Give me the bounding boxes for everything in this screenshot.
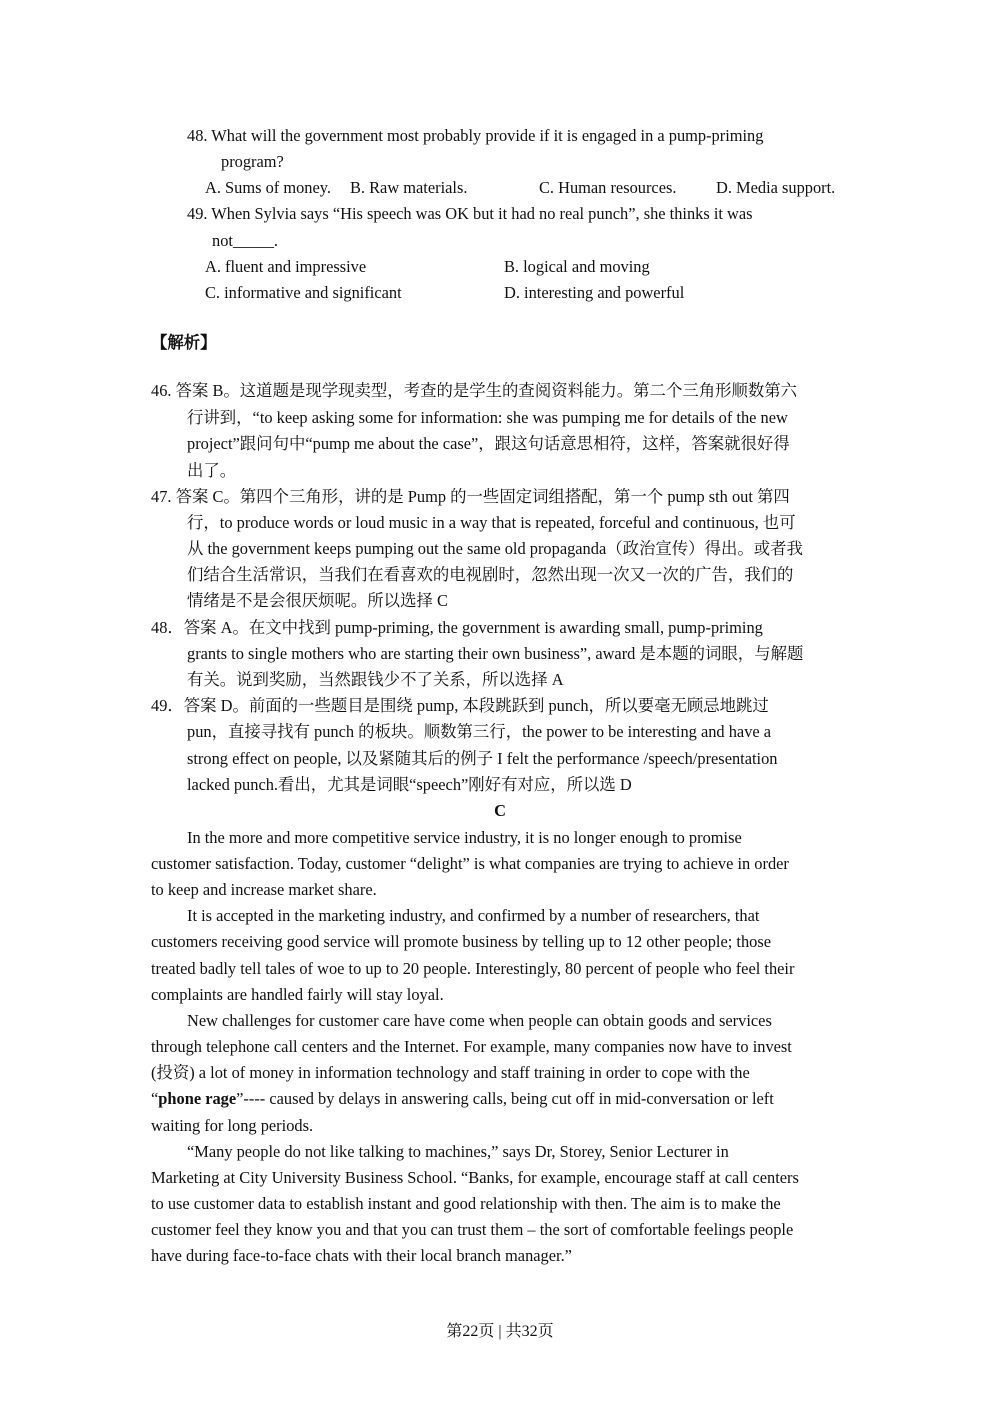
q49-option-a: A. fluent and impressive (205, 257, 367, 276)
passage-p4-line4: customer feel they know you and that you can trust them – the sort of comfortable feelings people (151, 1220, 794, 1239)
passage-p3-line5: waiting for long periods. (151, 1116, 314, 1135)
passage-p4-line5: have during face-to-face chats with their local branch manager.” (151, 1246, 572, 1265)
answer-49-line3: strong effect on people, 以及紧随其后的例子 I felt the performance /speech/presentation (187, 749, 778, 768)
answer-48-line1: 48．答案 A。在文中找到 pump-priming, the government is awarding small, pump-priming (151, 618, 763, 637)
answer-46-line4: 出了。 (187, 461, 237, 480)
answer-46-line2: 行讲到，“to keep asking some for information: she was pumping me for details of the new (187, 408, 788, 427)
q49-option-c: C. informative and significant (205, 283, 402, 302)
answer-47-line3: 从 the government keeps pumping out the same old propaganda（政治宣传）得出。或者我 (187, 539, 803, 558)
passage-p1-line1: In the more and more competitive service industry, it is no longer enough to promise (187, 828, 742, 847)
passage-p2-line4: complaints are handled fairly will stay loyal. (151, 985, 444, 1004)
q48-option-b: B. Raw materials. (350, 178, 468, 197)
passage-p3-quote-open: “ (151, 1089, 159, 1108)
answer-48-line3: 有关。说到奖励，当然跟钱少不了关系，所以选择 A (187, 670, 564, 689)
q48-option-d: D. Media support. (716, 178, 836, 197)
answer-49-line4: lacked punch.看出，尤其是词眼“speech”刚好有对应，所以选 D (187, 775, 632, 794)
q49-stem-line2: not_____. (212, 231, 279, 250)
passage-p3-line3: (投资) a lot of money in information technology and staff training in order to cope with the (151, 1063, 750, 1082)
passage-p2-line2: customers receiving good service will promote business by telling up to 12 other people; those (151, 932, 771, 951)
q48-option-a: A. Sums of money. (205, 178, 331, 197)
answer-49-line1: 49．答案 D。前面的一些题目是围绕 pump, 本段跳跃到 punch，所以要毫无顾忌地跳过 (151, 696, 769, 715)
passage-p1-line2: customer satisfaction. Today, customer “delight” is what companies are trying to achieve in order (151, 854, 789, 873)
passage-p4-line2: Marketing at City University Business School. “Banks, for example, encourage staff at call centers (151, 1168, 799, 1187)
answer-49-line2: pun，直接寻找有 punch 的板块。顺数第三行，the power to be interesting and have a (187, 722, 772, 741)
passage-p3-line2: through telephone call centers and the Internet. For example, many companies now have to invest (151, 1037, 792, 1056)
q48-stem-line1: 48. What will the government most probably provide if it is engaged in a pump-priming (187, 126, 764, 145)
q49-stem-line1: 49. When Sylvia says “His speech was OK but it had no real punch”, she thinks it was (187, 204, 753, 223)
page-footer: 第22页 | 共32页 (446, 1323, 554, 1340)
answer-47-line1: 47. 答案 C。第四个三角形，讲的是 Pump 的一些固定词组搭配，第一个 pump sth out 第四 (151, 487, 790, 506)
passage-p3-line4 (151, 1089, 774, 1109)
analysis-heading: 【解析】 (151, 333, 217, 352)
q48-option-c: C. Human resources. (539, 178, 677, 197)
answer-47-line5: 情绪是不是会很厌烦呢。所以选择 C (187, 591, 448, 610)
passage-p3-line4-rest: ”---- caused by delays in answering calls, being cut off in mid-conversation or left (236, 1089, 774, 1108)
passage-phone-rage: phone rage (158, 1089, 237, 1108)
passage-p4-line3: to use customer data to establish instant and good relationship with then. The aim is to make the (151, 1194, 781, 1213)
passage-p4-line1: “Many people do not like talking to machines,” says Dr, Storey, Senior Lecturer in (187, 1142, 729, 1161)
passage-p3-line1: New challenges for customer care have come when people can obtain goods and services (187, 1011, 772, 1030)
passage-p1-line3: to keep and increase market share. (151, 880, 377, 899)
answer-48-line2: grants to single mothers who are starting their own business”, award 是本题的词眼，与解题 (187, 644, 804, 663)
passage-p2-line3: treated badly tell tales of woe to up to 20 people. Interestingly, 80 percent of people who feel their (151, 959, 795, 978)
passage-p2-line1: It is accepted in the marketing industry, and confirmed by a number of researchers, that (187, 906, 760, 925)
answer-47-line4: 们结合生活常识，当我们在看喜欢的电视剧时，忽然出现一次又一次的广告，我们的 (187, 565, 794, 584)
q49-option-b: B. logical and moving (504, 257, 650, 276)
answer-46-line1: 46. 答案 B。这道题是现学现卖型，考查的是学生的查阅资料能力。第二个三角形顺数第六 (151, 381, 798, 400)
answer-46-line3: project”跟问句中“pump me about the case”，跟这句话意思相符，这样，答案就很好得 (187, 434, 790, 453)
section-letter: C (494, 801, 506, 820)
answer-47-line2: 行，to produce words or loud music in a way that is repeated, forceful and continuous, 也可 (187, 513, 796, 532)
q49-option-d: D. interesting and powerful (504, 283, 685, 302)
q48-stem-line2: program? (221, 152, 284, 171)
